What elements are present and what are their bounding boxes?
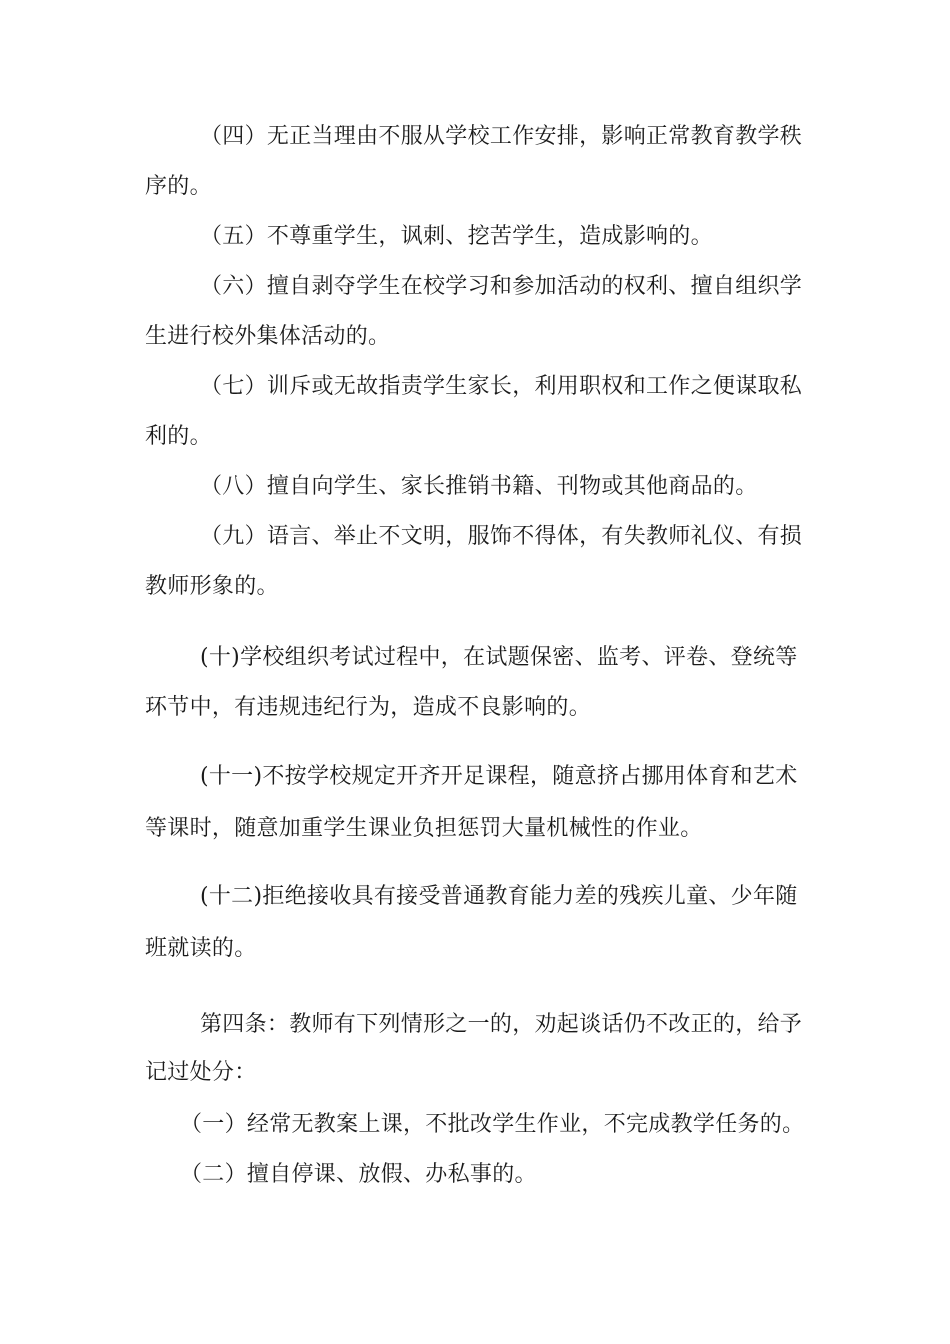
- text-line: 生进行校外集体活动的。: [145, 324, 391, 349]
- text-line: (十)学校组织考试过程中，在试题保密、监考、评卷、登统等: [200, 645, 798, 670]
- text-line: （八）擅自向学生、家长推销书籍、刊物或其他商品的。: [200, 474, 758, 499]
- text-line: （四）无正当理由不服从学校工作安排，影响正常教育教学秩: [200, 124, 803, 149]
- text-line: 序的。: [145, 174, 212, 199]
- text-line: 等课时，随意加重学生课业负担惩罚大量机械性的作业。: [145, 816, 703, 841]
- text-line: （五）不尊重学生，讽刺、挖苦学生，造成影响的。: [200, 224, 713, 249]
- text-line: （二）擅自停课、放假、办私事的。: [180, 1162, 537, 1187]
- text-line: (十二)拒绝接收具有接受普通教育能力差的残疾儿童、少年随: [200, 884, 798, 909]
- text-line: 环节中，有违规违纪行为，造成不良影响的。: [145, 695, 592, 720]
- text-line: （六）擅自剥夺学生在校学习和参加活动的权利、擅自组织学: [200, 274, 803, 299]
- article-heading-line: 第四条：教师有下列情形之一的，劝起谈话仍不改正的，给予: [200, 1012, 803, 1037]
- text-line: (十一)不按学校规定开齐开足课程，随意挤占挪用体育和艺术: [200, 764, 798, 789]
- text-line: 记过处分：: [145, 1060, 257, 1085]
- text-line: （一）经常无教案上课，不批改学生作业，不完成教学任务的。: [180, 1112, 805, 1137]
- text-line: （七）训斥或无故指责学生家长，利用职权和工作之便谋取私: [200, 374, 803, 399]
- text-line: 利的。: [145, 424, 212, 449]
- text-line: （九）语言、举止不文明，服饰不得体，有失教师礼仪、有损: [200, 524, 803, 549]
- text-line: 教师形象的。: [145, 574, 279, 599]
- text-line: 班就读的。: [145, 936, 257, 961]
